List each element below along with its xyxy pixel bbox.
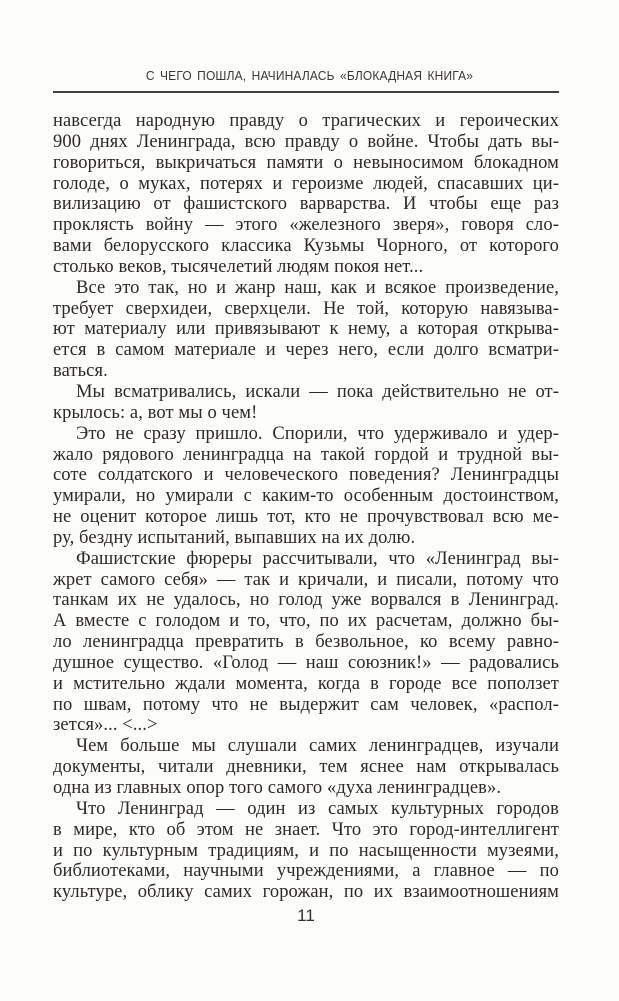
text-line: ется в самом материале и через него, если долго всматри- [53,340,559,361]
text-line: вами белорусского классика Кузьмы Чорного, от которого [53,236,559,257]
text-line: не оценит которое лишь тот, кто не прочувствовал всю ме- [53,507,559,528]
text-line: умирали, но умирали с каким-то особенным достоинством, [53,486,559,507]
text-line: культуре, облику самих горожан, по их взаимоотношениям [53,882,559,903]
text-line: Мы всматривались, искали — пока действительно не от- [76,381,559,402]
paragraph [53,278,559,382]
text-line: зется»... <...> [53,715,158,736]
text-line: ло ленинградца превратить в безвольное, ко всему равно- [53,632,559,653]
paragraph [53,424,559,549]
header-rule [53,91,559,93]
page-number: 11 [297,906,315,925]
text-line: 900 днях Ленинграда, всю правду о войне. Чтобы дать вы- [53,131,559,152]
text-line: Фашистские фюреры рассчитывали, что «Ленинград вы- [76,548,559,569]
text-line: душное существо. «Голод — наш союзник!» — радовались [53,652,559,673]
text-line: А вместе с голодом и то, что, по их расчетам, должно бы- [53,611,559,632]
text-line: вилизацию от фашистского варварства. И чтобы еще раз [53,194,559,215]
text-line: навсегда народную правду о трагических и героических [53,111,559,131]
paragraph [53,799,559,903]
text-line: библиотеками, научными учреждениями, а главное — по [53,861,559,882]
body-text [53,111,559,903]
text-line: и по культурным традициям, и по насыщенности музеями, [53,840,559,861]
text-line: документы, читали дневники, тем яснее нам открывалась [53,757,559,778]
text-line: жало рядового ленинградца на такой гордой и трудной вы- [53,444,559,465]
text-line: голоде, о муках, потерях и героизме людей, спасавших ци- [53,173,559,194]
text-line: одна из главных опор того самого «духа ленинградцев». [53,778,502,798]
text-line: крылось: а, вот мы о чем! [53,402,258,423]
paragraph [53,549,559,737]
text-line: ру, бездну испытаний, выпавших на их долю. [53,527,416,548]
text-line: жрет самого себя» — так и кричали, и писали, потому что [53,569,559,590]
text-line: по швам, потому что не выдержит сам человек, «распол- [53,694,559,715]
text-line: Чем больше мы слушали самих ленинградцев, изучали [76,736,559,757]
text-line: проклясть войну — этого «железного зверя», говоря сло- [53,215,559,236]
text-line: требует сверхидеи, сверхцели. Не той, которую навязыва- [53,298,559,319]
text-line: Что Ленинград — один из самых культурных городов [76,798,559,819]
text-line: и мстительно ждали момента, когда в городе все поползет [53,673,559,694]
text-line: говориться, выкричаться памяти о невыносимом блокадном [53,152,559,173]
text-line: Все это так, но и жанр наш, как и всякое произведение, [76,277,559,298]
paragraph [53,111,559,278]
text-line: Это не сразу пришло. Спорили, что удерживало и удер- [76,423,559,444]
text-line: танкам их не удалось, но голод уже ворвался в Ленинград. [53,590,559,611]
text-line: ваться. [53,361,108,382]
text-line: в мире, кто об этом не знает. Что это город-интеллигент [53,819,559,840]
text-line: соте солдатского и человеческого поведения? Ленинградцы [53,465,559,486]
paragraph [53,736,559,799]
text-line: ют материалу или привязывают к нему, а которая открыва- [53,319,559,340]
paragraph [53,382,559,424]
running-header: С ЧЕГО ПОШЛА, НАЧИНАЛАСЬ «БЛОКАДНАЯ КНИГА» [145,68,474,83]
text-line: столько веков, тысячелетий людям покоя нет... [53,256,424,277]
